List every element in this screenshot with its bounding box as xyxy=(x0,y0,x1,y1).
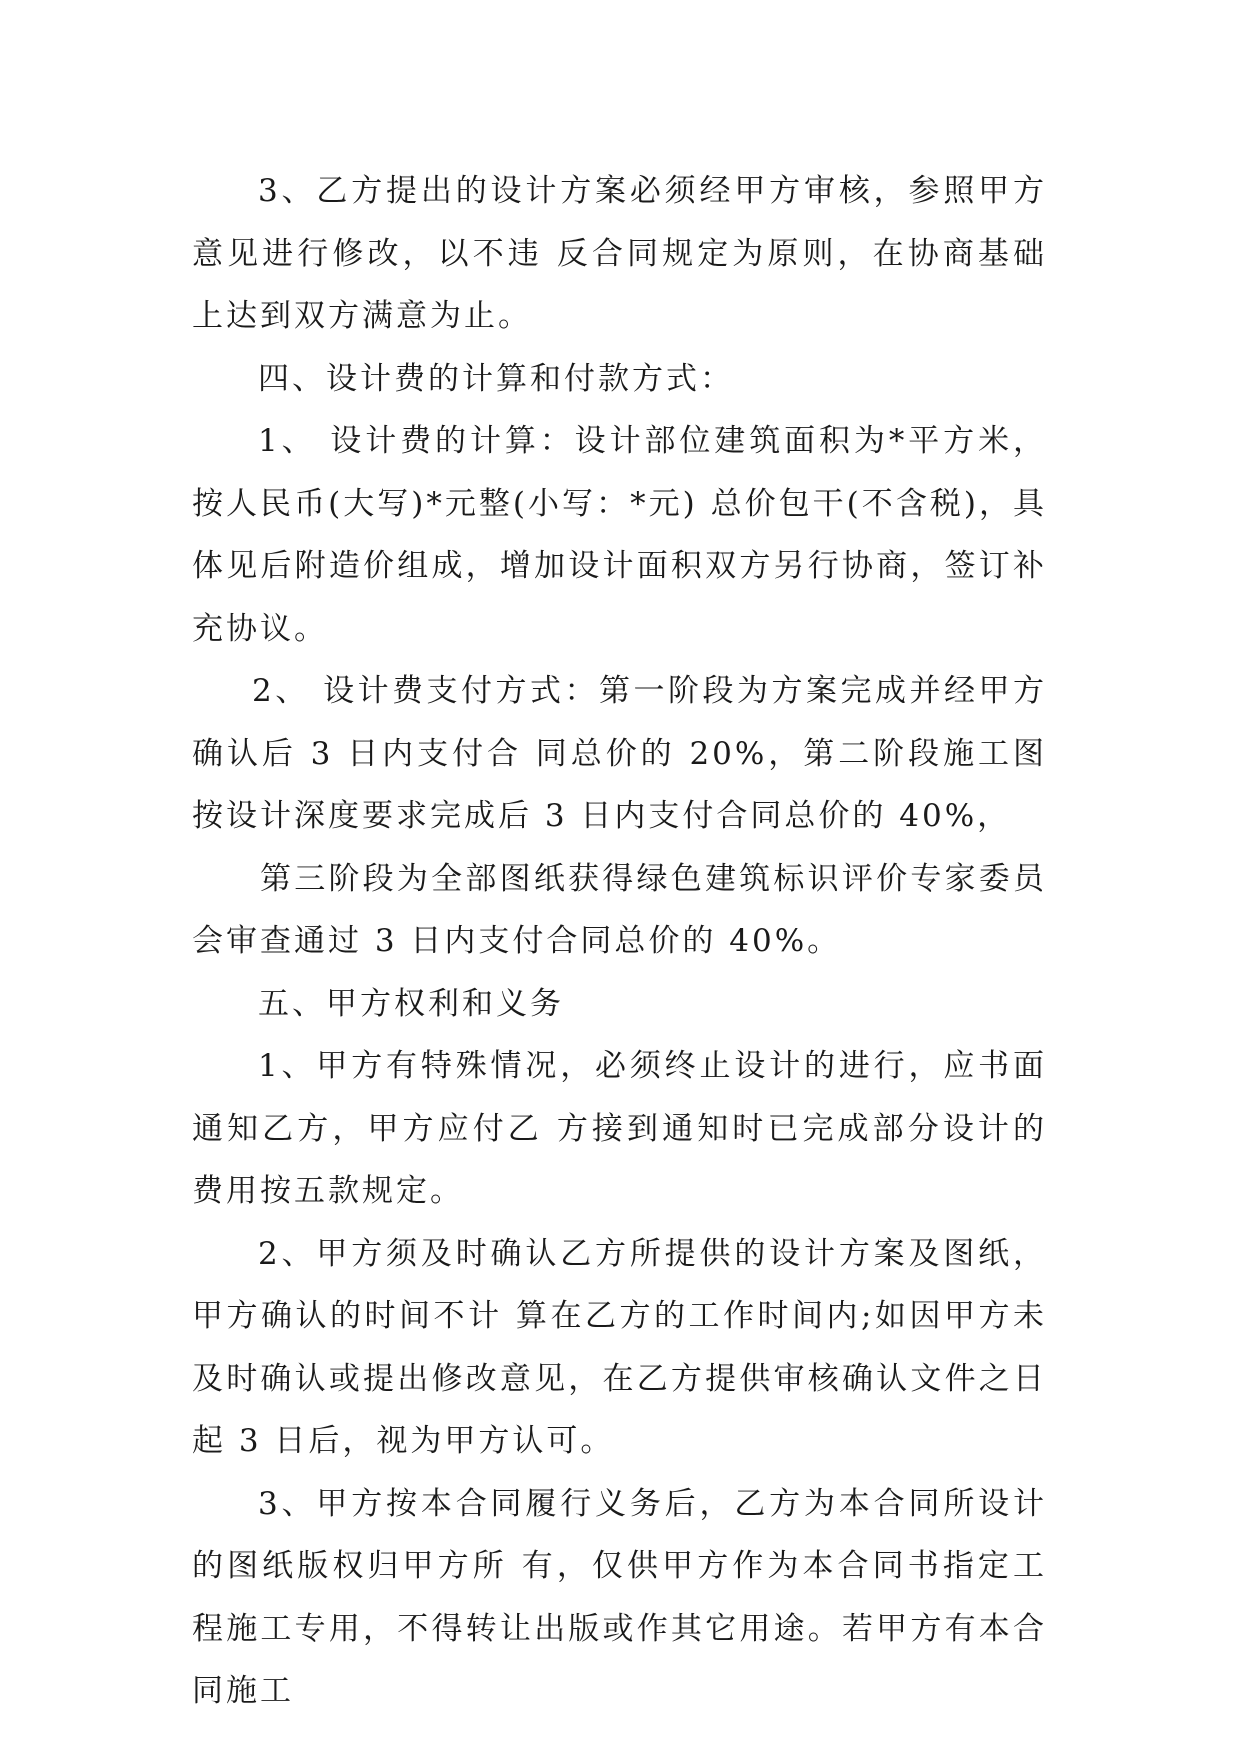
section-heading-design-fee: 四、设计费的计算和付款方式： xyxy=(258,360,734,397)
paragraph-fee-calculation: 1、 设计费的计算：设计部位建筑面积为*平方米，按人民币(大写)*元整(小写：*元) 总价包干(不含税)，具体见后附造价组成，增加设计面积双方另行协商，签订补充协议。 xyxy=(192,423,1047,647)
paragraph-clause-3-design-review: 3、乙方提出的设计方案必须经甲方审核，参照甲方意见进行修改，以不违 反合同规定为原则，在协商基础上达到双方满意为止。 xyxy=(192,173,1047,334)
section-heading-party-a-rights: 五、甲方权利和义务 xyxy=(258,985,564,1022)
paragraph-party-a-copyright: 3、甲方按本合同履行义务后，乙方为本合同所设计的图纸版权归甲方所 有，仅供甲方作为本合同书指定工程施工专用，不得转让出版或作其它用途。若甲方有本合同施工 xyxy=(192,1485,1047,1709)
document-body xyxy=(192,160,1047,1723)
paragraph-fee-payment-method: 2、 设计费支付方式：第一阶段为方案完成并经甲方确认后 3 日内支付合 同总价的 20%，第二阶段施工图按设计深度要求完成后 3 日内支付合同总价的 40%， xyxy=(192,673,1047,834)
paragraph-party-a-termination: 1、甲方有特殊情况，必须终止设计的进行，应书面通知乙方，甲方应付乙 方接到通知时已完成部分设计的费用按五款规定。 xyxy=(192,1048,1047,1209)
paragraph-party-a-confirmation: 2、甲方须及时确认乙方所提供的设计方案及图纸，甲方确认的时间不计 算在乙方的工作时间内;如因甲方未及时确认或提出修改意见，在乙方提供审核确认文件之日起 3 日后，视为甲方认可。 xyxy=(192,1235,1047,1459)
paragraph-fee-third-stage: 第三阶段为全部图纸获得绿色建筑标识评价专家委员会审查通过 3 日内支付合同总价的 40%。 xyxy=(192,860,1047,959)
